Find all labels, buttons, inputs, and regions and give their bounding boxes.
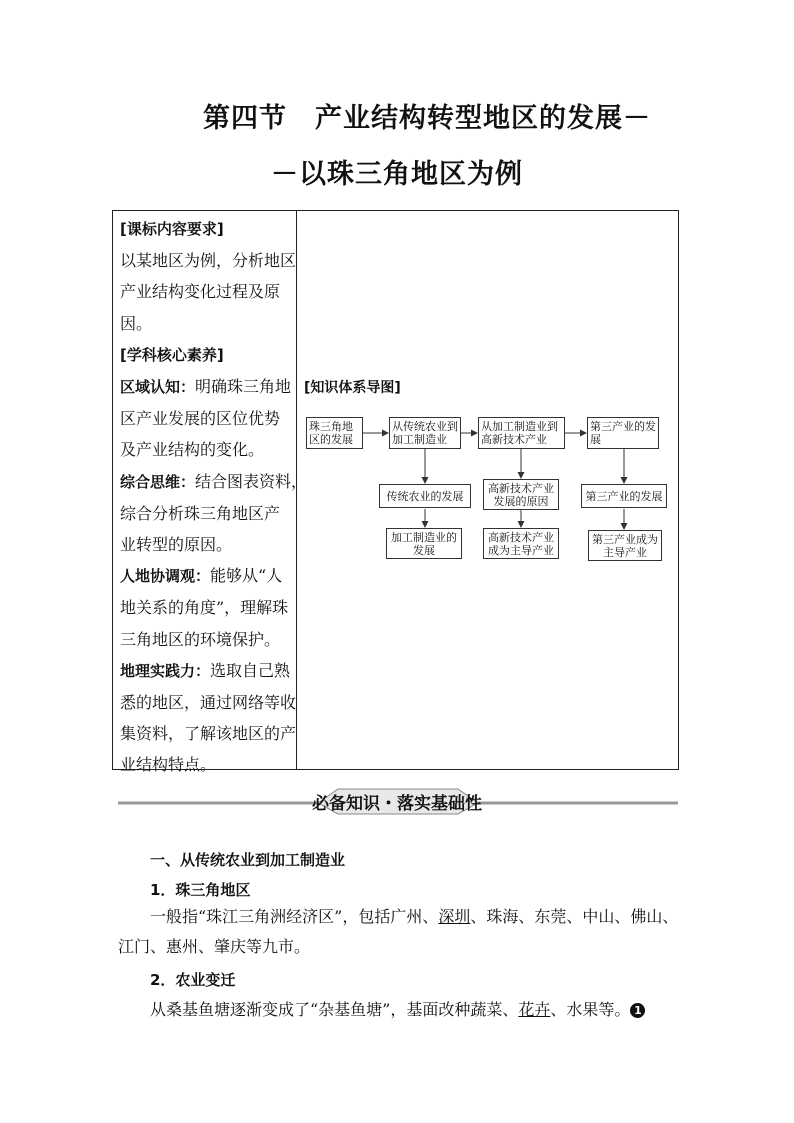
node-root: 珠三角地区的发展 [306,417,363,449]
node-c1: 从传统农业到加工制造业 [389,417,461,449]
requirement-line: 以某地区为例，分析地区 [120,251,297,271]
requirement-line: 业转型的原因。 [120,535,233,555]
node-c2a: 高新技术产业发展的原因 [483,479,559,510]
node-c3b: 第三产业成为主导产业 [588,530,662,561]
requirement-line: 地理实践力：选取自己熟 [120,660,291,680]
section-banner-text: 必备知识・落实基础性 [312,794,482,814]
node-c1a: 传统农业的发展 [379,484,471,508]
section-heading: 一、从传统农业到加工制造业 [150,851,346,869]
requirement-line: 地关系的角度”，理解珠 [120,598,289,618]
requirement-line: 三角地区的环境保护。 [120,629,281,649]
subheading-2: 2．农业变迁 [150,971,236,989]
requirement-line: 区产业发展的区位优势 [120,409,281,429]
requirement-line: 悉的地区，通过网络等收 [120,693,297,713]
requirement-line: 区域认知：明确珠三角地 [120,377,292,397]
requirement-line: 综合分析珠三角地区产 [120,503,281,523]
requirement-line: 及产业结构的变化。 [120,440,265,460]
requirement-line: [课标内容要求] [120,220,224,238]
overview-table [112,210,679,775]
paragraph-1: 一般指“珠江三角洲经济区”，包括广州、深圳、珠海、东莞、中山、佛山、江门、惠州、肇庆等九市。 [118,907,679,956]
note-marker-icon: 1 [630,1003,645,1018]
node-c2: 从加工制造业到高新技术产业 [478,417,565,449]
requirement-line: 集资料，了解该地区的产 [120,724,297,744]
requirement-line: [学科核心素养] [120,345,224,364]
subheading-1: 1．珠三角地区 [150,881,251,899]
requirement-line: 综合思维：结合图表资料， [120,471,308,491]
requirement-line: 因。 [120,313,153,333]
node-c1b: 加工制造业的发展 [386,528,462,559]
page-title-line1: 第四节 产业结构转型地区的发展－ [203,103,651,134]
page-title-line2: －以珠三角地区为例 [271,159,523,190]
node-c2b: 高新技术产业成为主导产业 [483,528,559,559]
requirement-line: 产业结构变化过程及原 [120,282,281,302]
node-c3a: 第三产业的发展 [581,484,667,508]
requirement-line: 业结构特点。 [120,755,217,775]
node-c3: 第三产业的发展 [587,417,659,449]
paragraph-2: 从桑基鱼塘逐渐变成了“杂基鱼塘”，基面改种蔬菜、花卉、水果等。 1 [150,995,710,1025]
requirement-line: 人地协调观：能够从“人 [120,566,283,586]
concept-map-title: [知识体系导图] [304,380,401,396]
